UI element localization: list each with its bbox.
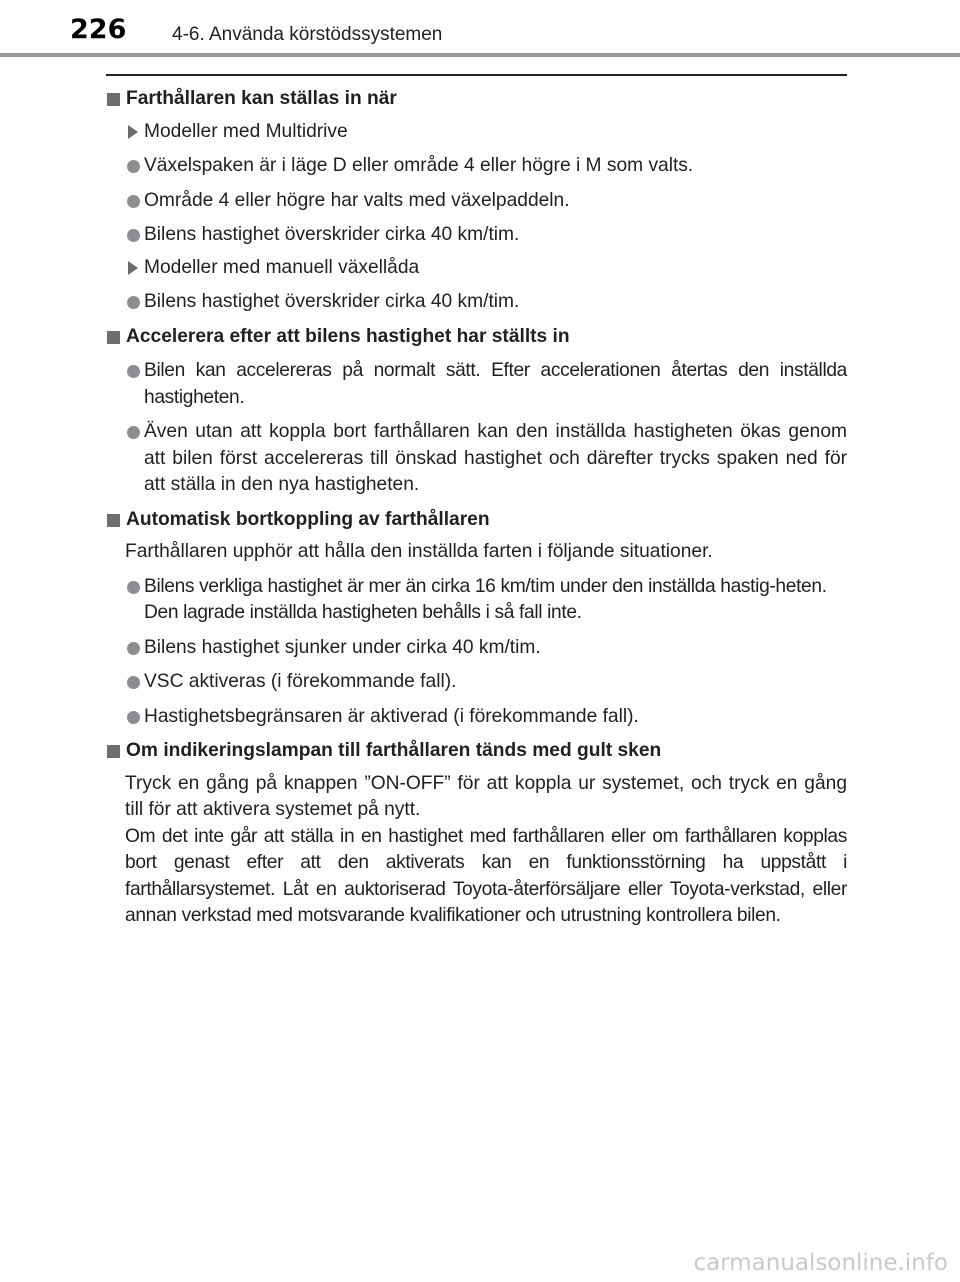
heading-text: Accelerera efter att bilens hastighet har ställts in [126, 325, 570, 347]
section-title: 4-6. Använda körstödssystemen [172, 24, 443, 45]
triangle-bullet-icon [128, 125, 138, 139]
heading-text: Om indikeringslampan till farthållaren tänds med gult sken [126, 740, 662, 761]
section-heading-activation-conditions [106, 86, 847, 113]
circle-bullet-icon [127, 296, 140, 309]
list-item-text: Bilens hastighet överskrider cirka 40 km/tim. [144, 291, 520, 312]
list-item [106, 222, 847, 249]
list-item [106, 635, 847, 662]
section-heading-accelerate [106, 324, 847, 351]
page-number: 226 [70, 14, 127, 45]
list-item [106, 289, 847, 316]
section-heading-indicator-lamp [106, 738, 847, 765]
circle-bullet-icon [127, 195, 140, 208]
section-heading-auto-cancel [106, 507, 847, 534]
list-item-text: Bilens verkliga hastighet är mer än cirka 16 km/tim under den inställda hastig-heten. [144, 575, 827, 597]
list-item [106, 574, 847, 627]
list-item [106, 358, 847, 411]
list-item-text: Även utan att koppla bort farthållaren kan den inställda hastigheten ökas genom att bilen först accelereras till önskad hastighet och därefter trycks spaken ned för att ställa in den nya hastigheten. [144, 421, 847, 495]
square-bullet-icon [107, 514, 120, 527]
sub-heading-manual [106, 255, 847, 282]
circle-bullet-icon [127, 676, 140, 689]
paragraph: Tryck en gång på knappen ”ON-OFF” för att koppla ur systemet, och tryck en gång till för att aktivera systemet på nytt. [125, 772, 847, 820]
list-item-text: Den lagrade inställda hastigheten behålls i så fall inte. [144, 602, 582, 623]
list-item-text: Växelspaken är i läge D eller område 4 eller högre i M som valts. [144, 155, 694, 176]
list-item-text: VSC aktiveras (i förekommande fall). [144, 671, 457, 692]
list-item [106, 669, 847, 696]
list-item [106, 153, 847, 180]
list-item [106, 188, 847, 215]
list-item [106, 419, 847, 499]
list-item-text: Bilens hastighet sjunker under cirka 40 km/tim. [144, 636, 541, 658]
circle-bullet-icon [127, 581, 140, 594]
list-item-text: Bilens hastighet överskrider cirka 40 km/tim. [144, 224, 520, 245]
heading-text: Farthållaren kan ställas in när [126, 88, 397, 109]
sub-heading-multidrive [106, 119, 847, 146]
circle-bullet-icon [127, 642, 140, 655]
square-bullet-icon [107, 331, 120, 344]
circle-bullet-icon [127, 160, 140, 173]
watermark-text: carmanualsonline.info [693, 1250, 948, 1276]
header-divider [0, 53, 960, 57]
list-item-text: Hastighetsbegränsaren är aktiverad (i förekommande fall). [144, 705, 639, 727]
heading-text: Automatisk bortkoppling av farthållaren [126, 508, 490, 530]
page-header [0, 0, 960, 58]
square-bullet-icon [107, 93, 120, 106]
list-item-text: Bilen kan accelereras på normalt sätt. Efter accelerationen återtas den inställda hastigheten. [144, 360, 847, 408]
circle-bullet-icon [127, 365, 140, 378]
content-divider [106, 74, 847, 76]
square-bullet-icon [107, 745, 120, 758]
list-item [106, 704, 847, 731]
circle-bullet-icon [127, 426, 140, 439]
circle-bullet-icon [127, 229, 140, 242]
page-content [106, 86, 847, 930]
list-item-text: Område 4 eller högre har valts med växelpaddeln. [144, 189, 570, 211]
paragraph: Farthållaren upphör att hålla den inställda farten i följande situationer. [125, 541, 713, 562]
paragraph: Om det inte går att ställa in en hastighet med farthållaren eller om farthållaren kopplas bort genast efter att den aktiverats kan en funktionsstörning ha uppstått i farthållarsystemet. Låt en auktoriserad Toyota-återförsäljare eller Toyota-verkstad, eller annan verkstad med motsvarande kvalifikationer och utrustning kontrollera bilen. [125, 825, 847, 926]
triangle-bullet-icon [128, 261, 138, 275]
sub-heading-text: Modeller med manuell växellåda [144, 256, 420, 278]
circle-bullet-icon [127, 711, 140, 724]
sub-heading-text: Modeller med Multidrive [144, 120, 348, 142]
